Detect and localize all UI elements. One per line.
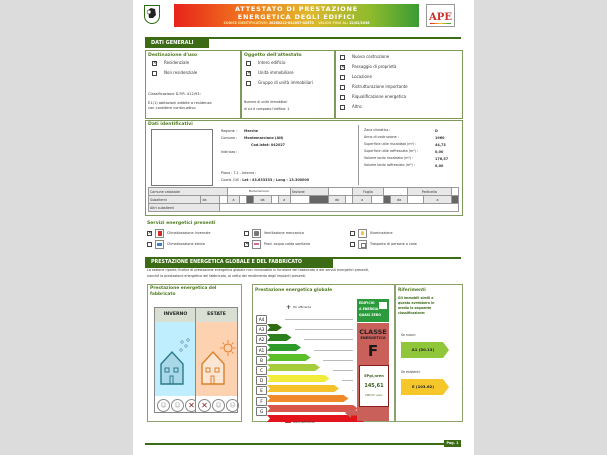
sub-cell[interactable] — [220, 196, 228, 204]
checkbox-ristrutturazione[interactable] — [340, 85, 345, 90]
sup-riscaldata-label: Superficie utile riscaldata (m²) : — [364, 142, 417, 146]
checkbox-trasporto[interactable] — [350, 242, 355, 247]
label-acqua-calda: Prod. acqua calda sanitaria — [264, 242, 311, 247]
subalterni-label: Subalterni — [149, 196, 201, 204]
prestazione-title: PRESTAZIONE ENERGETICA GLOBALE E DEL FABBRICATO — [145, 258, 333, 268]
vol-riscaldato-value: 176,57 — [435, 157, 449, 161]
sub-da-3: da — [328, 196, 345, 204]
label-clim-estiva: Climatizzazione estiva — [167, 242, 205, 247]
anno-costruzione-label: Anno di costruzione : — [364, 135, 399, 139]
valido-label: VALIDO FINO AL: — [318, 21, 349, 25]
sub-da-1: da — [201, 196, 220, 204]
prestazione-intro-2: nonché la prestazione energetica del fabbricato, al netto del rendimento degli impianti presenti. — [147, 274, 307, 278]
faucet-icon — [252, 240, 261, 249]
regione-label: Regione : — [221, 129, 237, 133]
oggetto-title: Oggetto dell'attestato — [244, 53, 302, 58]
ep-value: 145,61 — [364, 383, 384, 389]
se-esistenti-value: E (103.62) — [411, 384, 435, 389]
se-nuovi-label: Se nuovi: — [401, 333, 416, 337]
dati-generali-title: DATI GENERALI — [145, 38, 209, 48]
label-illuminazione: Illuminazione — [370, 231, 393, 236]
riferimenti-desc-1: Gli immobili simili a — [398, 296, 434, 300]
oggetto-intero-edificio[interactable] — [246, 61, 285, 66]
sub-da-4: da — [391, 196, 408, 204]
motivazione-nuova-costruzione[interactable] — [340, 55, 389, 60]
header-title-line2: ENERGETICA DEGLI EDIFICI — [237, 12, 356, 21]
sub-a-2: a — [278, 196, 290, 204]
catasto-row-subalterni — [149, 196, 459, 204]
sub-da-2: da — [254, 196, 271, 204]
altri-subalterni-value[interactable] — [220, 204, 459, 212]
nzeb-line1: EDIFICIO — [359, 301, 375, 305]
inverno-panel — [155, 322, 196, 396]
piu-efficiente-plus-icon: + — [286, 304, 292, 311]
comune-label: Comune : — [221, 136, 238, 140]
oggetto-box — [241, 50, 335, 119]
destinazione-title: Destinazione d'uso — [148, 53, 198, 58]
motivazione-riqualificazione[interactable] — [340, 95, 406, 100]
comune-catastale-label: Comune catastale — [149, 188, 228, 196]
altri-subalterni-label: Altri subalterni — [149, 204, 220, 212]
fabbricato-box — [147, 284, 242, 422]
identificativi-divider — [358, 125, 359, 185]
face-happy-icon-selected: ✕ — [198, 399, 211, 412]
codice-value: 20260222-042057-02570 — [268, 21, 314, 25]
catasto-table — [148, 187, 459, 212]
estate-rating — [198, 399, 239, 412]
classe-box — [357, 323, 389, 421]
sub-a-1: a — [228, 196, 240, 204]
nzeb-line3: QUASI ZERO — [359, 313, 381, 317]
oggetto-unita-immobiliare[interactable] — [246, 71, 294, 76]
class-guide-line — [285, 319, 353, 320]
comune-value: Montemarciano (AN) — [244, 136, 284, 140]
dati-identificativi-title: Dati identificativi — [148, 122, 193, 127]
servizi-title: Servizi energetici presenti — [147, 221, 216, 226]
anno-costruzione-value: 1960 — [435, 136, 445, 140]
sub-cell[interactable] — [346, 196, 353, 204]
catasto-row-comune — [149, 188, 459, 196]
sub-dark — [309, 196, 328, 204]
checkbox-unita-immobiliare[interactable] — [246, 71, 251, 76]
checkbox-gruppo-unita[interactable] — [246, 81, 251, 86]
header-title-line1: ATTESTATO DI PRESTAZIONE — [234, 5, 358, 13]
sub-cell[interactable] — [240, 196, 247, 204]
sub-cell[interactable] — [290, 196, 309, 204]
numero-unita-line1: Numero di unità immobiliari — [244, 100, 288, 104]
sub-dark — [451, 196, 458, 204]
house-winter-icon — [155, 322, 196, 396]
coord-gis — [221, 178, 309, 182]
riferimenti-desc-2: questo avrebbero in — [398, 301, 435, 305]
indirizzo-label: Indirizzo : — [221, 150, 238, 154]
sezione-label: Sezione — [290, 188, 328, 196]
globale-title: Prestazione energetica globale — [255, 288, 333, 293]
fabbricato-title-2: fabbricato — [150, 292, 176, 297]
label-ventilazione: Ventilazione meccanica — [264, 231, 304, 236]
face-neutral-icon: ☺ — [212, 399, 225, 412]
class-guide-line — [352, 390, 354, 391]
air-conditioner-icon — [155, 240, 164, 249]
checkbox-intero-edificio[interactable] — [246, 61, 251, 66]
checkbox-non-residenziale[interactable] — [152, 71, 157, 76]
ep-label: EPgl,nren — [364, 374, 384, 378]
se-nuovi-value: A1 (50.13) — [411, 347, 435, 352]
fan-icon — [252, 229, 261, 238]
label-passaggio-proprieta: Passaggio di proprietà — [352, 64, 397, 70]
classe-label: CLASSE — [359, 328, 387, 336]
dati-identificativi-box — [145, 120, 463, 216]
foglio-label: Foglio — [353, 188, 384, 196]
energetica-label: ENERGETICA — [360, 336, 386, 340]
photo-placeholder — [151, 129, 213, 186]
face-sad-icon: ☹ — [226, 399, 239, 412]
numero-unita-line2 — [244, 107, 290, 112]
ep-box — [359, 365, 389, 407]
regione-value: Marche — [244, 129, 259, 133]
label-intero-edificio: Intero edificio — [258, 60, 286, 66]
riferimenti-title: Riferimenti — [398, 288, 426, 293]
class-label-c: C — [256, 366, 267, 375]
class-guide-line — [295, 329, 354, 330]
servizio-climatizzazione-estiva[interactable] — [147, 240, 205, 249]
destinazione-residenziale[interactable] — [152, 61, 189, 66]
label-nuova-costruzione: Nuova costruzione — [352, 54, 390, 60]
class-label-a2: A2 — [256, 335, 267, 344]
destinazione-box — [145, 50, 241, 119]
checkbox-riqualificazione[interactable] — [340, 95, 345, 100]
label-ristrutturazione: Ristrutturazione importante — [352, 84, 408, 90]
servizio-illuminazione[interactable] — [350, 229, 393, 238]
class-label-e: E — [256, 386, 267, 395]
sub-a-3: a — [353, 196, 372, 204]
servizio-ventilazione-meccanica[interactable] — [244, 229, 304, 238]
riferimenti-desc-4: classificazione: — [398, 311, 426, 315]
sup-raffrescata-label: Superficie utile raffrescata (m²) : — [364, 149, 418, 153]
house-summer-icon — [196, 322, 237, 396]
motivazione-ristrutturazione[interactable] — [340, 85, 408, 90]
particella-value[interactable] — [451, 188, 458, 196]
numero-unita-label: di cui è composto l'edificio: — [244, 107, 287, 111]
classificazione-value-2: con carattere continuativo — [148, 106, 196, 110]
sub-cell[interactable] — [372, 196, 383, 204]
lamp-icon — [358, 229, 367, 238]
nzeb-box — [357, 299, 389, 322]
checkbox-acqua-calda[interactable] — [244, 242, 249, 247]
ape-logo — [426, 4, 455, 27]
classificazione-value-1: E1(1) abitazioni adibite a residenza — [148, 101, 212, 105]
label-trasporto: Trasporto di persone o cose — [370, 242, 417, 247]
class-label-a3: A3 — [256, 325, 267, 334]
class-guide-line — [314, 350, 354, 351]
nzeb-line2: A ENERGIA — [359, 307, 379, 311]
face-happy-icon: ☺ — [157, 399, 170, 412]
meno-efficiente-minus-icon — [285, 422, 291, 423]
checkbox-clim-estiva[interactable] — [147, 242, 152, 247]
page-number: Pag. 1 — [444, 440, 461, 447]
checkbox-ventilazione[interactable] — [244, 231, 249, 236]
foglio-value[interactable] — [383, 188, 407, 196]
elevator-icon — [358, 240, 367, 249]
face-neutral-icon: ☺ — [171, 399, 184, 412]
ape-logo-text: APE — [429, 12, 452, 23]
sub-a-4: a — [424, 196, 451, 204]
checkbox-illuminazione[interactable] — [350, 231, 355, 236]
checkbox-passaggio-proprieta[interactable] — [340, 65, 345, 70]
sub-cell[interactable] — [408, 196, 424, 204]
sub-dark — [247, 196, 254, 204]
header-banner — [174, 4, 419, 27]
class-label-g: G — [256, 407, 267, 416]
current-class-arrow-icon — [345, 403, 359, 422]
inverno-column — [154, 307, 197, 413]
se-esistenti-label: Se esistenti: — [401, 370, 421, 374]
checkbox-residenziale[interactable] — [152, 61, 157, 66]
header-codice — [174, 21, 419, 25]
comune-catastale-value: Montemarciano — [228, 188, 291, 196]
checkbox-clim-invernale[interactable] — [147, 231, 152, 236]
class-guide-line — [323, 360, 353, 361]
piano-interno: Piano : T-1 - Interno : — [221, 171, 257, 175]
estate-panel — [196, 322, 237, 396]
checkbox-altro[interactable] — [340, 105, 345, 110]
checkbox-locazione[interactable] — [340, 75, 345, 80]
checkbox-nuova-costruzione[interactable] — [340, 55, 345, 60]
sup-riscaldata-value: 44,73 — [435, 143, 446, 147]
label-gruppo-unita: Gruppo di unità immobiliari — [258, 80, 313, 86]
class-label-d: D — [256, 376, 267, 385]
class-guide-line — [333, 370, 354, 371]
radiator-icon — [155, 229, 164, 238]
meno-efficiente-label: Meno efficiente — [293, 420, 315, 424]
motivazione-passaggio-proprieta[interactable] — [340, 65, 396, 70]
valido-value: 22/02/2036 — [349, 21, 370, 25]
zona-climatica-label: Zona climatica : — [364, 128, 391, 132]
sub-cell[interactable] — [271, 196, 278, 204]
vol-raffrescato-label: Volume lordo raffrescato (m³) : — [364, 163, 415, 167]
estate-label: ESTATE — [196, 308, 237, 322]
destinazione-non-residenziale[interactable] — [152, 71, 197, 76]
oggetto-gruppo-unita[interactable] — [246, 81, 313, 86]
riferimenti-box — [395, 284, 463, 422]
prestazione-intro-1: La sezione riporta l'indice di prestazione energetica globale non rinnovabile in funzione del fabbricato e dei servizi energetici presenti, — [147, 268, 370, 272]
ep-unit: kWh/m² anno — [365, 394, 383, 397]
label-locazione: Locazione — [352, 74, 372, 80]
label-clim-invernale: Climatizzazione invernale — [167, 231, 211, 236]
vol-raffrescato-value: 0,00 — [435, 164, 444, 168]
classificazione-label: Classificazione D.P.R. 412/93: — [148, 92, 201, 96]
document-page — [133, 0, 474, 455]
class-label-b: B — [256, 356, 267, 365]
piu-efficiente-label: Più efficiente — [293, 305, 312, 309]
class-guide-line — [304, 339, 353, 340]
servizio-climatizzazione-invernale[interactable] — [147, 229, 210, 238]
sub-dark — [383, 196, 390, 204]
cod-istat: Cod.Istat: 042027 — [251, 143, 286, 147]
label-altro: Altro: — [352, 104, 363, 110]
label-riqualificazione: Riqualificazione energetica — [352, 94, 407, 100]
nzeb-checkbox[interactable] — [379, 302, 387, 309]
catasto-row-altri — [149, 204, 459, 212]
label-residenziale: Residenziale — [164, 60, 190, 66]
class-label-a4: A4 — [256, 315, 267, 324]
codice-label: CODICE IDENTIFICATIVO: — [223, 21, 268, 25]
sezione-value[interactable] — [328, 188, 352, 196]
servizio-trasporto[interactable] — [350, 240, 417, 249]
se-nuovi-badge — [401, 342, 449, 358]
coord-label: Coord. GIS : — [221, 178, 242, 182]
particella-label: Particella — [408, 188, 452, 196]
region-marche-logo — [144, 5, 160, 24]
motivazione-locazione[interactable] — [340, 75, 372, 80]
inverno-label: INVERNO — [155, 308, 196, 322]
vol-riscaldato-label: Volume lordo riscaldato (m³) : — [364, 156, 414, 160]
face-sad-icon-selected: ✕ — [185, 399, 198, 412]
sup-raffrescata-value: 0,00 — [435, 150, 444, 154]
motivazione-altro[interactable] — [340, 105, 363, 110]
estate-column — [195, 307, 238, 413]
footer-bar — [145, 443, 461, 445]
riferimenti-desc-3: media la seguente — [398, 306, 432, 310]
class-label-f: F — [256, 397, 267, 406]
numero-unita-value: 1 — [287, 107, 290, 111]
fabbricato-title-1: Prestazione energetica del — [150, 286, 217, 291]
class-label-a1: A1 — [256, 346, 267, 355]
globale-box — [252, 284, 395, 422]
zona-climatica-value: D — [435, 129, 438, 133]
inverno-rating — [157, 399, 198, 412]
classe-value: F — [367, 342, 379, 360]
coord-value: Lat : 43.633333 ; Long : 13.300000 — [242, 178, 310, 182]
class-guide-line — [342, 380, 353, 381]
se-esistenti-badge — [401, 379, 449, 395]
label-non-residenziale: Non residenziale — [164, 70, 198, 76]
servizio-acqua-calda[interactable] — [244, 240, 310, 249]
label-unita-immobiliare: Unità immobiliare — [258, 70, 294, 76]
motivazione-box — [335, 50, 463, 119]
